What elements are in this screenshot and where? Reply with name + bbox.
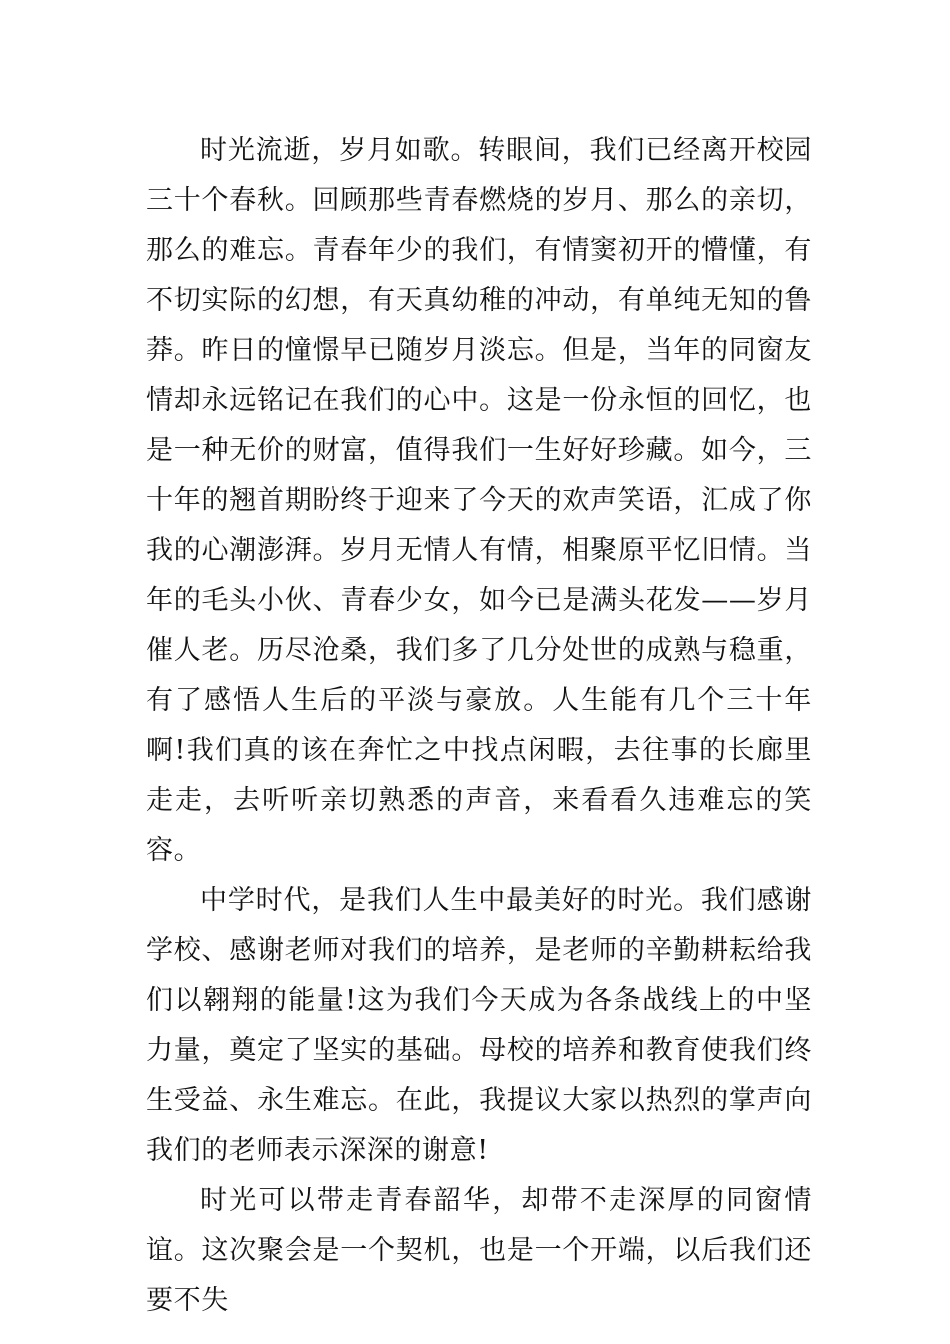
paragraph-1: 时光流逝，岁月如歌。转眼间，我们已经离开校园三十个春秋。回顾那些青春燃烧的岁月、那么的亲切，那么的难忘。青春年少的我们，有情窦初开的懵懂，有不切实际的幻想，有天真幼稚的冲动，有单纯无知的鲁莽。昨日的憧憬早已随岁月淡忘。但是，当年的同窗友情却永远铭记在我们的心中。这是一份永恒的回忆，也是一种无价的财富，值得我们一生好好珍藏。如今，三十年的翘首期盼终于迎来了今天的欢声笑语，汇成了你我的心潮澎湃。岁月无情人有情，相聚原平忆旧情。当年的毛头小伙、青春少女，如今已是满头花发——岁月催人老。历尽沧桑，我们多了几分处世的成熟与稳重，有了感悟人生后的平淡与豪放。人生能有几个三十年啊!我们真的该在奔忙之中找点闲暇，去往事的长廊里走走，去听听亲切熟悉的声音，来看看久违难忘的笑容。 [146, 135, 812, 866]
paragraph-2: 中学时代，是我们人生中最美好的时光。我们感谢学校、感谢老师对我们的培养，是老师的辛勤耕耘给我们以翱翔的能量!这为我们今天成为各条战线上的中坚力量，奠定了坚实的基础。母校的培养和教育使我们终生受益、永生难忘。在此，我提议大家以热烈的掌声向我们的老师表示深深的谢意! [146, 885, 812, 1166]
paragraph-3: 时光可以带走青春韶华，却带不走深厚的同窗情谊。这次聚会是一个契机，也是一个开端，以后我们还要不失 [146, 1185, 812, 1316]
document-body [146, 126, 812, 1326]
